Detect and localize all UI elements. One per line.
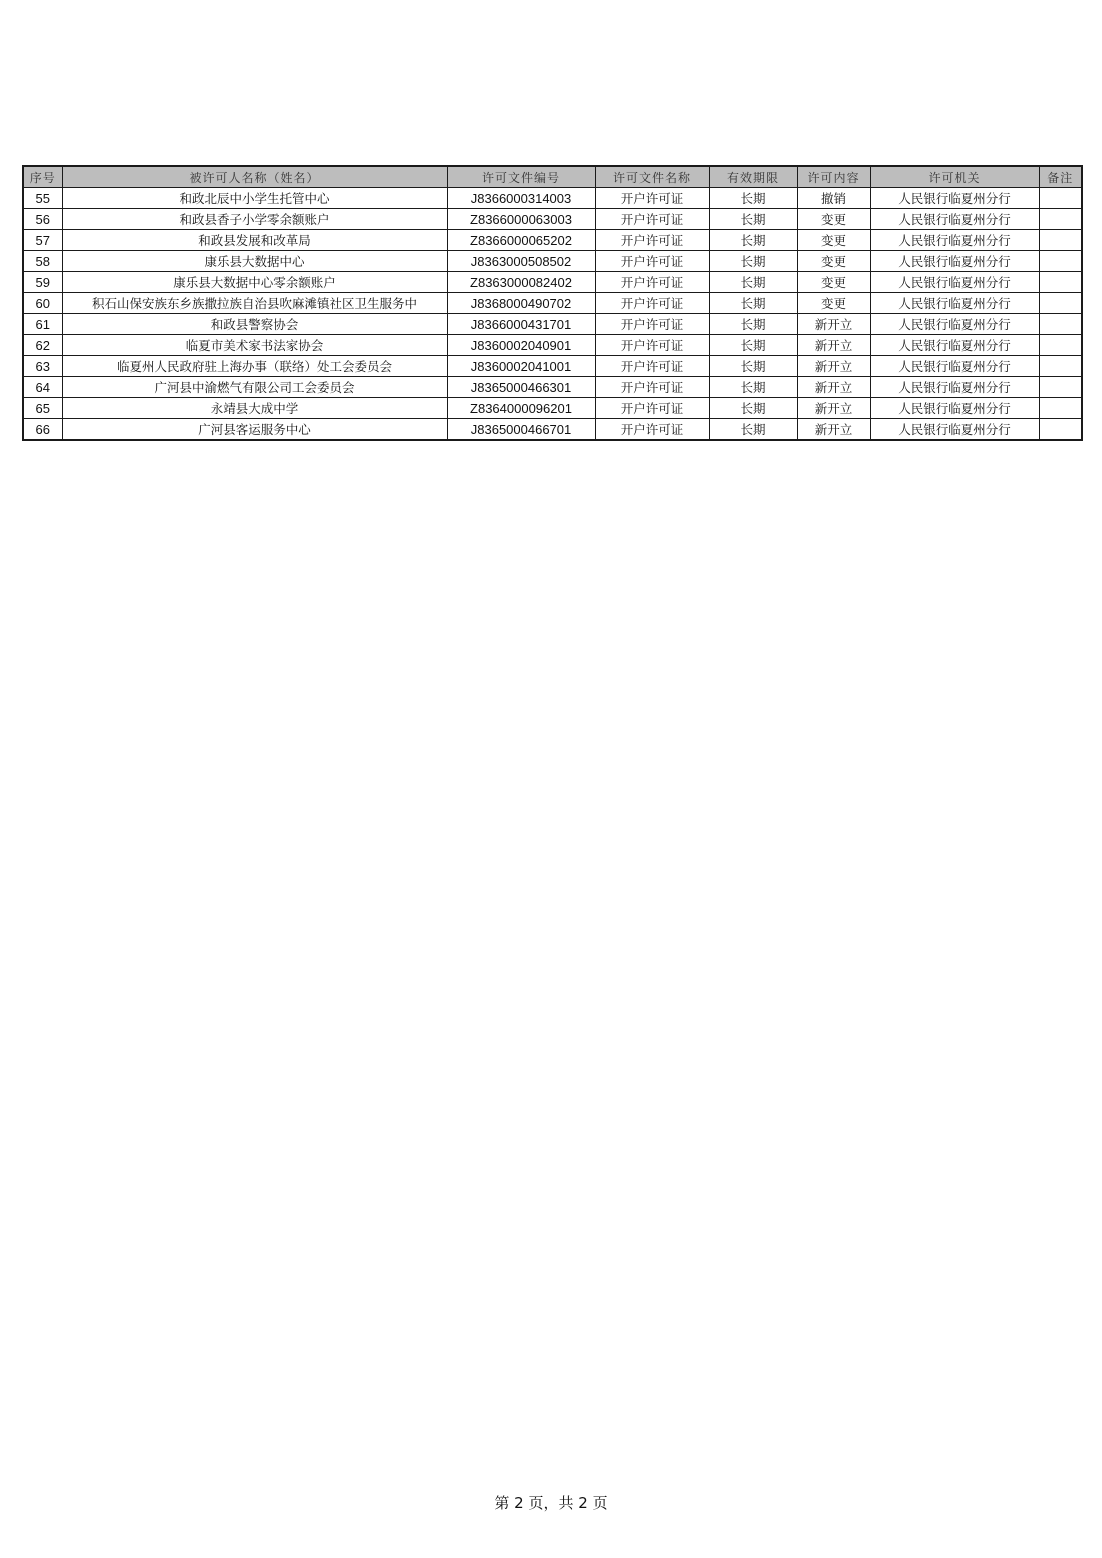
page-number: 第 2 页，共 2 页 [494,1494,608,1512]
table-row [23,398,1082,419]
cell-permit-name: 开户许可证 [595,293,709,314]
cell-licensee-name: 和政县警察协会 [62,314,447,335]
cell-authority: 人民银行临夏州分行 [870,188,1039,209]
cell-seq: 65 [23,398,62,419]
cell-permit-name: 开户许可证 [595,419,709,441]
cell-authority: 人民银行临夏州分行 [870,335,1039,356]
cell-permit-content: 变更 [797,209,870,230]
cell-validity: 长期 [709,188,797,209]
cell-validity: 长期 [709,419,797,441]
cell-validity: 长期 [709,314,797,335]
cell-authority: 人民银行临夏州分行 [870,293,1039,314]
table-row [23,419,1082,441]
cell-validity: 长期 [709,356,797,377]
cell-licensee-name: 和政县发展和改革局 [62,230,447,251]
table-row [23,209,1082,230]
cell-remarks [1039,188,1082,209]
cell-permit-name: 开户许可证 [595,272,709,293]
cell-permit-content: 新开立 [797,419,870,441]
cell-seq: 61 [23,314,62,335]
cell-authority: 人民银行临夏州分行 [870,377,1039,398]
table-row [23,377,1082,398]
permit-table [22,165,1083,441]
cell-seq: 56 [23,209,62,230]
cell-permit-name: 开户许可证 [595,209,709,230]
cell-permit-number: Z8366000063003 [447,209,595,230]
cell-authority: 人民银行临夏州分行 [870,209,1039,230]
cell-permit-content: 撤销 [797,188,870,209]
cell-seq: 58 [23,251,62,272]
cell-remarks [1039,377,1082,398]
header-col-validity: 有效期限 [709,166,797,188]
cell-permit-number: J8360002040901 [447,335,595,356]
cell-permit-content: 新开立 [797,335,870,356]
table-row [23,356,1082,377]
table-row [23,314,1082,335]
cell-remarks [1039,419,1082,441]
cell-remarks [1039,272,1082,293]
cell-licensee-name: 临夏市美术家书法家协会 [62,335,447,356]
cell-permit-name: 开户许可证 [595,251,709,272]
cell-permit-number: Z8366000065202 [447,230,595,251]
cell-seq: 64 [23,377,62,398]
cell-seq: 66 [23,419,62,441]
cell-licensee-name: 广河县客运服务中心 [62,419,447,441]
cell-seq: 57 [23,230,62,251]
table-row [23,293,1082,314]
cell-validity: 长期 [709,293,797,314]
cell-permit-number: J8368000490702 [447,293,595,314]
cell-authority: 人民银行临夏州分行 [870,251,1039,272]
cell-seq: 59 [23,272,62,293]
cell-licensee-name: 广河县中渝燃气有限公司工会委员会 [62,377,447,398]
table-row [23,335,1082,356]
cell-permit-name: 开户许可证 [595,398,709,419]
header-col-permit-number: 许可文件编号 [447,166,595,188]
cell-authority: 人民银行临夏州分行 [870,272,1039,293]
cell-authority: 人民银行临夏州分行 [870,314,1039,335]
cell-permit-name: 开户许可证 [595,230,709,251]
cell-permit-name: 开户许可证 [595,377,709,398]
table-row [23,230,1082,251]
cell-seq: 60 [23,293,62,314]
table-row [23,251,1082,272]
header-col-permit-name: 许可文件名称 [595,166,709,188]
table-row [23,272,1082,293]
cell-licensee-name: 和政县香子小学零余额账户 [62,209,447,230]
cell-permit-content: 新开立 [797,356,870,377]
cell-permit-content: 变更 [797,230,870,251]
header-col-seq: 序号 [23,166,62,188]
cell-permit-name: 开户许可证 [595,188,709,209]
cell-remarks [1039,314,1082,335]
cell-validity: 长期 [709,209,797,230]
table-row [23,188,1082,209]
header-col-authority: 许可机关 [870,166,1039,188]
cell-validity: 长期 [709,398,797,419]
cell-permit-content: 新开立 [797,377,870,398]
cell-permit-number: J8360002041001 [447,356,595,377]
cell-licensee-name: 永靖县大成中学 [62,398,447,419]
cell-validity: 长期 [709,272,797,293]
cell-seq: 63 [23,356,62,377]
cell-validity: 长期 [709,377,797,398]
cell-remarks [1039,356,1082,377]
table-header-row [23,166,1082,188]
cell-permit-name: 开户许可证 [595,314,709,335]
cell-validity: 长期 [709,335,797,356]
cell-permit-content: 新开立 [797,314,870,335]
cell-authority: 人民银行临夏州分行 [870,398,1039,419]
cell-validity: 长期 [709,251,797,272]
cell-licensee-name: 积石山保安族东乡族撒拉族自治县吹麻滩镇社区卫生服务中 [62,293,447,314]
cell-permit-content: 变更 [797,293,870,314]
cell-licensee-name: 康乐县大数据中心 [62,251,447,272]
cell-permit-name: 开户许可证 [595,335,709,356]
header-col-licensee-name: 被许可人名称（姓名） [62,166,447,188]
cell-licensee-name: 临夏州人民政府驻上海办事（联络）处工会委员会 [62,356,447,377]
cell-permit-number: J8366000314003 [447,188,595,209]
cell-authority: 人民银行临夏州分行 [870,419,1039,441]
cell-permit-number: J8363000508502 [447,251,595,272]
cell-permit-content: 变更 [797,251,870,272]
cell-remarks [1039,398,1082,419]
cell-validity: 长期 [709,230,797,251]
cell-remarks [1039,335,1082,356]
permit-list-sheet [22,165,1081,441]
cell-licensee-name: 和政北辰中小学生托管中心 [62,188,447,209]
cell-authority: 人民银行临夏州分行 [870,230,1039,251]
cell-seq: 62 [23,335,62,356]
header-col-remarks: 备注 [1039,166,1082,188]
cell-permit-name: 开户许可证 [595,356,709,377]
cell-remarks [1039,251,1082,272]
cell-authority: 人民银行临夏州分行 [870,356,1039,377]
cell-permit-content: 变更 [797,272,870,293]
cell-remarks [1039,230,1082,251]
cell-remarks [1039,293,1082,314]
cell-permit-content: 新开立 [797,398,870,419]
table-body [23,188,1082,441]
cell-permit-number: J8365000466701 [447,419,595,441]
cell-licensee-name: 康乐县大数据中心零余额账户 [62,272,447,293]
cell-seq: 55 [23,188,62,209]
cell-permit-number: Z8363000082402 [447,272,595,293]
header-col-permit-content: 许可内容 [797,166,870,188]
cell-permit-number: J8366000431701 [447,314,595,335]
cell-permit-number: J8365000466301 [447,377,595,398]
cell-permit-number: Z8364000096201 [447,398,595,419]
cell-remarks [1039,209,1082,230]
